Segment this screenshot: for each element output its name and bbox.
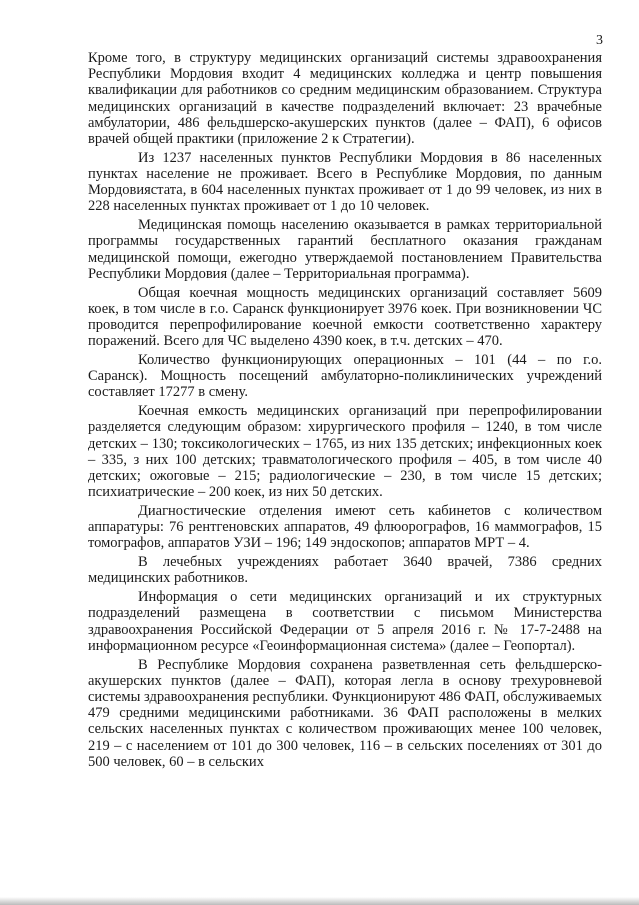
page-number: 3 (596, 33, 603, 48)
paragraph-diagnostics: Диагностические отделения имеют сеть кабинетов с количеством аппаратуры: 76 рентгеновских аппаратов, 49 флюорографов, 16 маммографов, 15 томографов, аппаратов УЗИ – 196; 149 эндоскопов; аппаратов МРТ – 4. (88, 503, 602, 552)
paragraph-geoportal: Информация о сети медицинских организаций и их структурных подразделений размещена в соответствии с письмом Министерства здравоохранения Российской Федерации от 5 апреля 2016 г. № 17-7-2488 на информационном ресурсе «Геоинформационная система» (далее – Геопортал). (88, 589, 602, 654)
paragraph-settlements: Из 1237 населенных пунктов Республики Мордовия в 86 населенных пунктах население не проживает. Всего в Республике Мордовия, по данным Мордовиястата, в 604 населенных пунктах проживает от 1 до 99 человек, из них в 228 населенных пунктах проживает от 1 до 10 человек. (88, 149, 602, 215)
document-body (88, 50, 602, 773)
paragraph-operating-rooms: Количество функционирующих операционных – 101 (44 – по г.о. Саранск). Мощность посещений амбулаторно-поликлинических учреждений составляет 17277 в смену. (88, 352, 602, 401)
paragraph-territorial-program: Медицинская помощь населению оказывается в рамках территориальной программы государственных гарантий бесплатного оказания гражданам медицинской помощи, ежегодно утверждаемой постановлением Правительства Республики Мордовия (далее – Территориальная программа). (88, 217, 602, 282)
scan-bottom-edge (0, 897, 639, 905)
paragraph-bed-reprofiling: Коечная емкость медицинских организаций при перепрофилировании разделяется следующим образом: хирургического профиля – 1240, в том числе детских – 130; токсикологических – 1765, из них 135 детских; инфекционных коек – 335, з них 100 детских; травматологического профиля – 405, в том числе 40 детских; ожоговые – 215; радиологические – 230, в том числе 15 детских; психиатрические – 200 коек, из них 50 детских. (88, 403, 602, 501)
paragraph-structure: Кроме того, в структуру медицинских организаций системы здравоохранения Республики Мордовия входит 4 медицинских колледжа и центр повышения квалификации для работников со средним медицинским образованием. Структура медицинских организаций в качестве подразделений включает: 23 врачебные амбулатории, 486 фельдшерско-акушерских пунктов (далее – ФАП), 6 офисов врачей общей практики (приложение 2 к Стратегии). (88, 50, 602, 148)
paragraph-fap-network: В Республике Мордовия сохранена разветвленная сеть фельдшерско-акушерских пунктов (далее – ФАП), которая легла в основу трехуровневой системы здравоохранения республики. Функционируют 486 ФАП, обслуживаемых 479 средними медицинскими работниками. 36 ФАП расположены в мелких сельских населенных пунктах с количеством проживающих менее 100 человек, 219 – с населением от 101 до 300 человек, 116 – в сельских поселениях от 301 до 500 человек, 60 – в сельских (88, 656, 602, 770)
paragraph-bed-capacity: Общая коечная мощность медицинских организаций составляет 5609 коек, в том числе в г.о. Саранск функционирует 3976 коек. При возникновении ЧС проводится перепрофилирование коечной емкости соответственно характеру поражений. Всего для ЧС выделено 4390 коек, в т.ч. детских – 470. (88, 284, 602, 350)
paragraph-staff: В лечебных учреждениях работает 3640 врачей, 7386 средних медицинских работников. (88, 554, 602, 587)
